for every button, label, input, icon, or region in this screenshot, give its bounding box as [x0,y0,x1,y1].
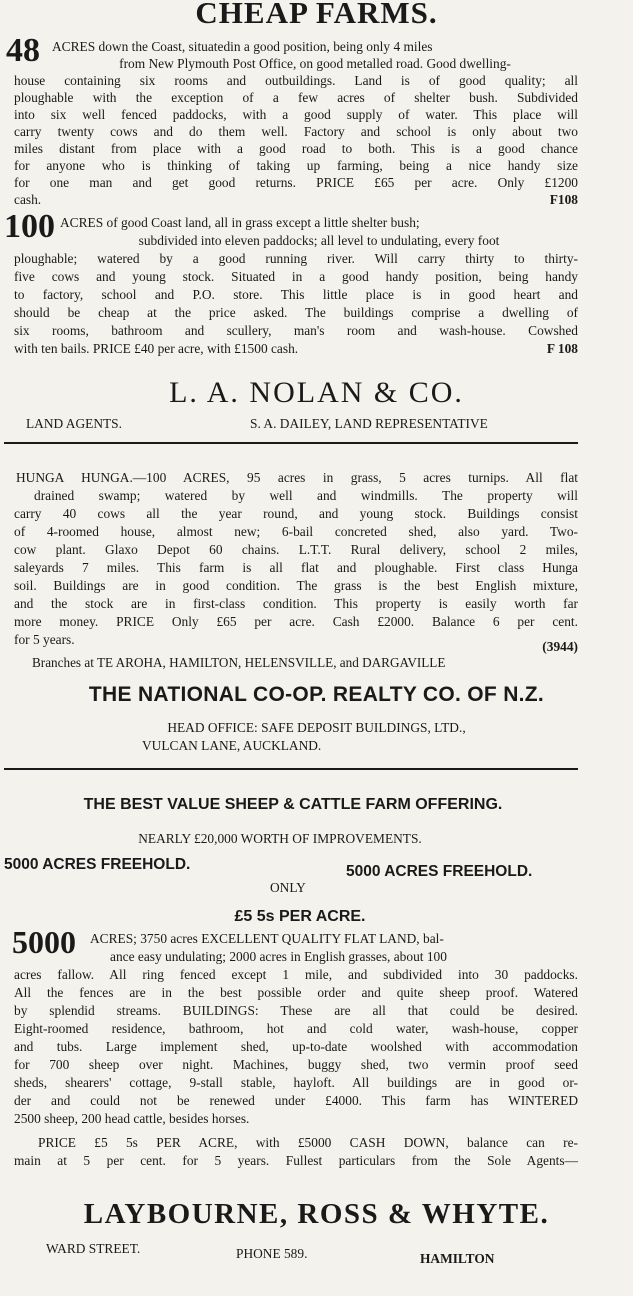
ad3-freehold-right: 5000 ACRES FREEHOLD. [346,863,533,880]
ad1-listing2-line-7: six rooms, bathroom and scullery, man's room and wash-house. Cowshed [14,323,578,338]
ad1-agent-name: L. A. NOLAN & CO. [169,376,464,409]
divider-2 [4,768,578,770]
ad3-headline: THE BEST VALUE SHEEP & CATTLE FARM OFFERING. [83,796,503,813]
ad2-line-7: soil. Buildings are in good condition. The grass is the best English mixture, [14,578,578,593]
ad2-ref: (3944) [542,639,578,654]
divider-1 [4,442,578,444]
ad3-line-7: and tubs. Large implement shed, up-to-date woolshed with accommodation [14,1039,578,1054]
ad1-listing1-line-7: miles distant from place with a good road to both. This is a good chance [14,141,578,156]
ad1-listing2-line-3: ploughable; watered by a good running river. Will carry thirty to thirty- [14,251,578,266]
ad1-listing1-number: 48 [6,32,40,69]
ad3-line-2: ance easy undulating; 2000 acres in English grasses, about 100 [110,949,447,964]
ad1-listing2-line-1: ACRES of good Coast land, all in grass except a little shelter bush; [60,215,420,230]
ad1-listing1-line-4: ploughable with the exception of a few acres of shelter bush. Subdivided [14,90,578,105]
ad3-line-8: for 700 sheep over night. Machines, buggy shed, two vermin proof seed [14,1057,578,1072]
ad1-listing1-line-5: into six well fenced paddocks, with a good supply of water. This place will [14,107,578,122]
ad1-listing2-line-8: with ten bails. PRICE £40 per acre, with £1500 cash. [14,341,299,356]
ad3-freehold-left: 5000 ACRES FREEHOLD. [4,856,191,873]
ad3-line-5: by splendid streams. BUILDINGS: These are all that could be desired. [14,1003,578,1018]
ad1-listing1-line-6: carry twenty cows and do them well. Factory and school is only about two [14,124,578,139]
ad3-line-3: acres fallow. All ring fenced except 1 mile, and subdivided into 30 paddocks. [14,967,578,982]
ad1-listing2-line-5: to factory, school and P.O. store. This little place is in good heart and [14,287,578,302]
ad2-line-2: drained swamp; watered by well and windmills. The property will [34,488,578,503]
ad3-line-4: All the fences are in the best possible order and quite sheep proof. Watered [14,985,578,1000]
ad3-line-10: der and could not be renewed under £4000. This farm has WINTERED [14,1093,578,1108]
ad3-only: ONLY [270,880,306,895]
ad2-line-4: of 4-roomed house, almost new; 6-bail concreted shed, also yard. Two- [14,524,578,539]
ad2-line-9: more money. PRICE Only £65 per acre. Cash £2000. Balance 6 per cent. [14,614,578,629]
ad3-number: 5000 [12,924,76,960]
ad1-agent-left: LAND AGENTS. [26,416,122,431]
ad1-listing1-line-9: for one man and get good returns. PRICE £65 per acre. Only £1200 [14,175,578,190]
ad3-subhead: NEARLY £20,000 WORTH OF IMPROVEMENTS. [138,831,422,846]
ad1-headline: CHEAP FARMS. [195,0,438,30]
ad2-line-10: for 5 years. [14,632,75,647]
ad2-company: THE NATIONAL CO-OP. REALTY CO. OF N.Z. [88,683,545,706]
ad3-price-head: £5 5s PER ACRE. [234,908,366,925]
ad1-listing1-ref: F108 [549,192,578,207]
ad1-listing2-ref: F 108 [546,341,578,356]
ad1-listing2-line-2: subdivided into eleven paddocks; all level to undulating, every foot [138,233,500,248]
ad1-listing1-line-2: from New Plymouth Post Office, on good metalled road. Good dwelling- [119,56,511,71]
ad1-listing1-line-1: ACRES down the Coast, situatedin a good position, being only 4 miles [52,39,433,54]
ad3-agent-name: LAYBOURNE, ROSS & WHYTE. [83,1198,550,1230]
ad1-listing2-line-4: five cows and young stock. Situated in a good handy position, being handy [14,269,578,284]
ad1-agent-right: S. A. DAILEY, LAND REPRESENTATIVE [250,416,488,431]
ad3-line-1: ACRES; 3750 acres EXCELLENT QUALITY FLAT LAND, bal- [90,931,444,946]
ad1-listing2-line-6: should be cheap at the price asked. The buildings comprise a dwelling of [14,305,578,320]
ad2-head-office-1: HEAD OFFICE: SAFE DEPOSIT BUILDINGS, LTD., [167,720,466,735]
ad1-listing2-number: 100 [4,208,55,245]
ad1-listing1-line-3: house containing six rooms and outbuildings. Land is of good quality; all [14,73,578,88]
ad3-town: HAMILTON [420,1251,495,1266]
ad3-line-12: PRICE £5 5s PER ACRE, with £5000 CASH DOWN, balance can re- [38,1135,578,1150]
ad3-line-11: 2500 sheep, 200 head cattle, besides horses. [14,1111,250,1126]
ad2-line-3: carry 40 cows all the year round, and young stock. Buildings consist [14,506,578,521]
ad2-line-8: and the stock are in first-class condition. This property is easily worth far [14,596,578,611]
ad1-listing1-line-10: cash. [14,192,42,207]
ad2-branches: Branches at TE AROHA, HAMILTON, HELENSVILLE, and DARGAVILLE [32,655,446,670]
ad3-line-9: sheds, shearers' cottage, 9-stall stable, hayloft. All buildings are in good or- [14,1075,578,1090]
ad2-line-5: cow plant. Glaxo Depot 60 chains. L.T.T. Rural delivery, school 2 miles, [14,542,578,557]
ad3-phone: PHONE 589. [236,1246,308,1261]
ad2-line-6: saleyards 7 miles. This farm is all flat and ploughable. First class Hunga [14,560,578,575]
ad2-line-1: HUNGA HUNGA.—100 ACRES, 95 acres in grass, 5 acres turnips. All flat [16,470,578,485]
ad3-street: WARD STREET. [46,1241,141,1256]
ad3-line-6: Eight-roomed residence, bathroom, hot and cold water, wash-house, copper [14,1021,578,1036]
ad1-listing1-line-8: for anyone who is thinking of taking up farming, being a nice handy size [14,158,578,173]
ad2-head-office-2: VULCAN LANE, AUCKLAND. [142,738,322,753]
ad3-line-13: main at 5 per cent. for 5 years. Fullest particulars from the Sole Agents— [14,1153,578,1168]
